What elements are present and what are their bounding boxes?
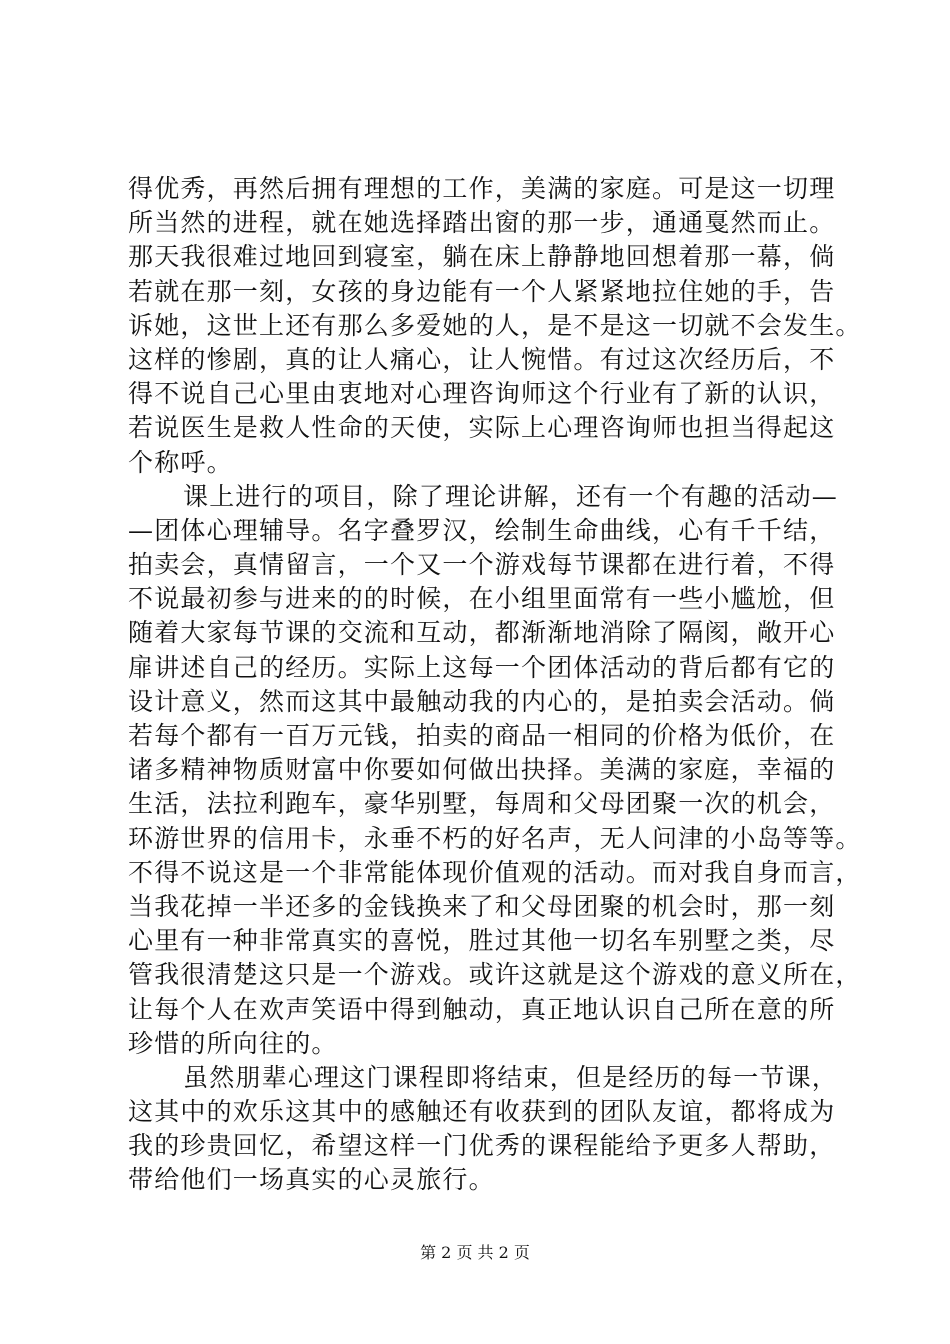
text-line: 带给他们一场真实的心灵旅行。	[128, 1165, 495, 1195]
text-line: 这样的惨剧，真的让人痛心，让人惋惜。有过这次经历后，不	[128, 344, 836, 374]
text-line: 生活，法拉利跑车，豪华别墅，每周和父母团聚一次的机会，	[128, 789, 836, 819]
text-line: 那天我很难过地回到寝室，躺在床上静静地回想着那一幕，倘	[128, 242, 836, 272]
text-line: 得优秀，再然后拥有理想的工作，美满的家庭。可是这一切理	[128, 174, 836, 203]
text-line: 我的珍贵回忆，希望这样一门优秀的课程能给予更多人帮助，	[128, 1131, 836, 1161]
text-line: 虽然朋辈心理这门课程即将结束，但是经历的每一节课，	[183, 1062, 839, 1092]
document-body	[128, 172, 862, 1198]
text-line: 所当然的进程，就在她选择踏出窗的那一步，通通戛然而止。	[128, 208, 836, 238]
text-line: 不得不说这是一个非常能体现价值观的活动。而对我自身而言，	[128, 857, 862, 887]
text-line: 心里有一种非常真实的喜悦，胜过其他一切名车别墅之类，尽	[128, 926, 836, 956]
text-line: 个称呼。	[128, 447, 233, 477]
text-line: 设计意义，然而这其中最触动我的内心的，是拍卖会活动。倘	[128, 686, 836, 716]
page-footer: 第 2 页 共 2 页	[420, 1243, 530, 1262]
text-line: 不说最初参与进来的的时候，在小组里面常有一些小尴尬，但	[128, 584, 836, 614]
text-line: 诸多精神物质财富中你要如何做出抉择。美满的家庭，幸福的	[128, 755, 836, 785]
text-line: 这其中的欢乐这其中的感触还有收获到的团队友谊，都将成为	[128, 1097, 836, 1127]
text-line: 若就在那一刻，女孩的身边能有一个人紧紧地拉住她的手，告	[128, 276, 836, 306]
text-line: 拍卖会，真情留言，一个又一个游戏每节课都在进行着，不得	[128, 550, 836, 580]
text-line: 环游世界的信用卡，永垂不朽的好名声，无人问津的小岛等等。	[128, 823, 862, 853]
text-line: 若每个都有一百万元钱，拍卖的商品一相同的价格为低价，在	[128, 721, 836, 750]
text-line: 扉讲述自己的经历。实际上这每一个团体活动的背后都有它的	[128, 652, 836, 682]
text-line: 管我很清楚这只是一个游戏。或许这就是这个游戏的意义所在，	[128, 960, 862, 990]
text-line: 若说医生是救人性命的天使，实际上心理咨询师也担当得起这	[128, 413, 836, 443]
text-line: 随着大家每节课的交流和互动，都渐渐地消除了隔阂，敞开心	[128, 618, 836, 648]
text-line: 课上进行的项目，除了理论讲解，还有一个有趣的活动—	[183, 481, 839, 511]
text-line: 珍惜的所向往的。	[128, 1028, 338, 1058]
text-line: —团体心理辅导。名字叠罗汉，绘制生命曲线，心有千千结，	[128, 515, 836, 545]
text-line: 让每个人在欢声笑语中得到触动，真正地认识自己所在意的所	[128, 994, 836, 1024]
text-line: 诉她，这世上还有那么多爱她的人，是不是这一切就不会发生。	[128, 310, 862, 340]
text-line: 得不说自己心里由衷地对心理咨询师这个行业有了新的认识，	[128, 379, 836, 409]
text-line: 当我花掉一半还多的金钱换来了和父母团聚的机会时，那一刻	[128, 891, 836, 921]
